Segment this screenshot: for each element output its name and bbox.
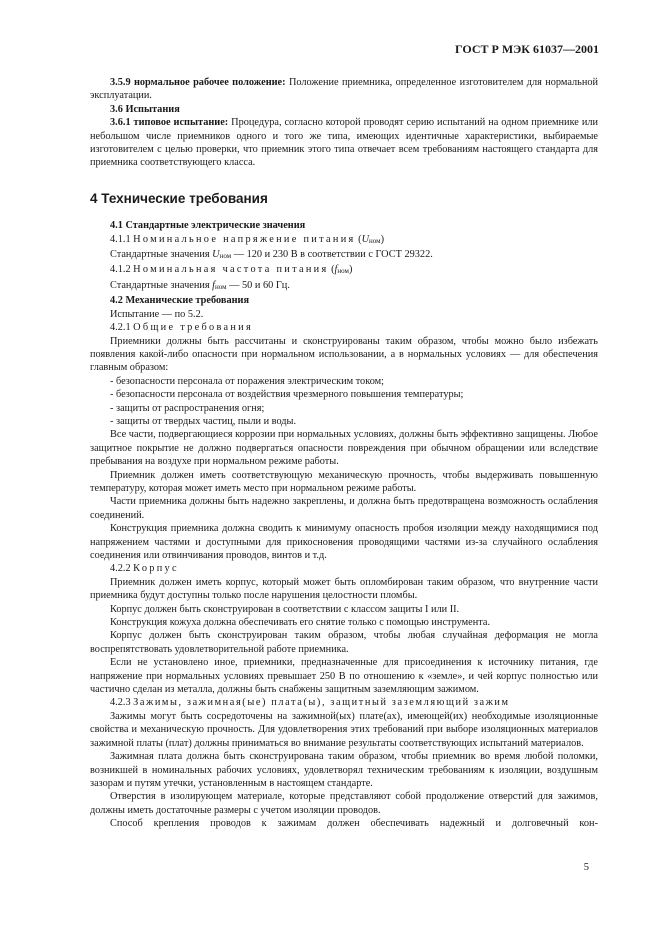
- clause-4-1-2: [90, 263, 598, 278]
- clause-title: Корпус: [133, 563, 179, 575]
- clause-title: Номинальное напряжение питания: [133, 233, 356, 245]
- page-header-code: ГОСТ Р МЭК 61037—2001: [455, 42, 599, 56]
- clause-4-2-2: [90, 562, 598, 575]
- clause-3-5-9: [90, 76, 598, 103]
- symbol: f: [334, 264, 338, 276]
- paragraph: Приемники должны быть рассчитаны и сконструированы таким образом, чтобы можно было избежать появления какой-либо опасности при нормальном использовании, а в нормальных условиях — для обеспечения главным образом:: [90, 335, 598, 374]
- values-4-1-1: [90, 248, 598, 263]
- clause-number: 4.2.2: [110, 563, 134, 575]
- text: — 120 и 230 В в соответствии с ГОСТ 29322.: [231, 249, 433, 261]
- clause-3-6-1: [90, 116, 598, 170]
- heading-4-2: 4.2 Механические требования: [110, 295, 250, 307]
- paren-open: (: [355, 233, 362, 245]
- clause-4-2-3: [90, 696, 598, 709]
- list-item: - защиты от твердых частиц, пыли и воды.: [110, 415, 297, 427]
- paragraph: Конструкция кожуха должна обеспечивать его снятие только с помощью инструмента.: [110, 617, 491, 629]
- clause-title: Номинальная частота питания: [133, 264, 329, 276]
- paragraph: Если не установлено иное, приемники, предназначенные для присоединения к источнику питания, где напряжение при нормальных условиях превышает 250 В по отношению к «земле», и чей корпус полностью или частично сделан из металла, должны быть снабжены защитным заземляющим зажимом.: [90, 657, 598, 696]
- text: Стандартные значения: [110, 279, 213, 291]
- paragraph: Все части, подвергающиеся коррозии при нормальных условиях, должны быть эффективно защищены. Любое защитное покрытие не должно подвергаться опасности повреждения при обычном обращении или вследствие пребывания на воздухе при нормальном режиме работы.: [90, 429, 598, 468]
- text: Стандартные значения: [110, 249, 213, 261]
- list-item: - защиты от распространения огня;: [110, 402, 265, 414]
- clause-4-2-1: [90, 321, 598, 334]
- clause-number: 4.2.1: [110, 322, 134, 334]
- clause-number: 4.1.1: [110, 233, 134, 245]
- symbol-subscript: ном: [215, 282, 227, 291]
- symbol: U: [212, 249, 220, 261]
- clause-number: 4.2.3: [110, 697, 134, 709]
- page-number: 5: [583, 862, 589, 873]
- paren-close: ): [348, 264, 353, 276]
- definition-3-6-1: Процедура, согласно которой проводят серию испытаний на одном приемнике или небольшом числе приемников одного и того же типа, имеющих идентичные характеристики, выбираемые изготовителем с целью проверки, что приемник этого типа отвечает всем требованиям настоящего стандарта для приемника соответствующего класса.: [90, 117, 598, 169]
- paragraph: Зажимы могут быть сосредоточены на зажимной(ых) плате(ах), имеющей(их) необходимые изоляционные свойства и механическую прочность. Для удовлетворения этих требований при выборе изоляционных материалов зажимной платы (плат) должны приниматься во внимание результаты соответствующих испытаний материалов.: [90, 710, 598, 749]
- paragraph: Корпус должен быть сконструирован таким образом, чтобы любая случайная деформация не могла воспрепятствовать удовлетворительной работе приемника.: [90, 630, 598, 655]
- term-3-5-9: 3.5.9 нормальное рабочее положение:: [110, 77, 286, 88]
- paragraph: Части приемника должны быть надежно закреплены, и должна быть предотвращена возможность ослабления соединений.: [90, 496, 598, 521]
- symbol: f: [212, 279, 216, 291]
- paragraph: Зажимная плата должна быть сконструирована таким образом, чтобы приемник во время любой поломки, возникшей в номинальных рабочих условиях, удовлетворял техническим требованиям к изоляции, воздушным зазорам и путям утечки, установленным в настоящем стандарте.: [90, 751, 598, 789]
- list-item: - безопасности персонала от поражения электрическим током;: [110, 375, 385, 387]
- test-reference-4-2: Испытание — по 5.2.: [110, 308, 204, 320]
- page-content: [90, 76, 598, 831]
- chapter-4-heading: 4 Технические требования: [90, 190, 268, 206]
- paragraph: Корпус должен быть сконструирован в соответствии с классом защиты I или II.: [110, 603, 460, 615]
- symbol-subscript: ном: [369, 236, 381, 245]
- paren-open: (: [328, 264, 335, 276]
- clause-title: Зажимы, зажимная(ые) плата(ы), защитный заземляющий зажим: [133, 697, 510, 709]
- paragraph: Приемник должен иметь корпус, который может быть опломбирован таким образом, что внутренние части приемника будут доступны только после нарушения целостности пломбы.: [90, 576, 598, 602]
- values-4-1-2: [90, 279, 598, 294]
- paragraph: Способ крепления проводов к зажимам должен обеспечивать надежный и долговечный кон-: [110, 818, 598, 830]
- clause-number: 4.1.2: [110, 264, 134, 276]
- definition-3-5-9: Положение приемника, определенное изготовителем для нормальной эксплуатации.: [90, 77, 598, 102]
- paragraph: Отверстия в изолирующем материале, которые представляют собой продолжение отверстий для зажимов, должны иметь достаточные размеры с учетом изоляции проводов.: [90, 791, 598, 816]
- symbol-subscript: ном: [337, 267, 349, 276]
- heading-4-1: 4.1 Стандартные электрические значения: [110, 220, 306, 232]
- text: — 50 и 60 Гц.: [226, 279, 290, 291]
- heading-3-6: 3.6 Испытания: [110, 103, 180, 115]
- clause-title: Общие требования: [133, 322, 254, 334]
- clause-4-1-1: [90, 233, 598, 248]
- symbol: U: [361, 233, 370, 245]
- symbol-subscript: ном: [219, 252, 232, 261]
- paragraph: Конструкция приемника должна сводить к минимуму опасность пробоя изоляции между находящимися под напряжением частями и доступными для прикосновения проводящими частями из-за случайного ослабления соединения или отвинчивания проводов, винтов и т.д.: [90, 523, 598, 561]
- term-3-6-1: 3.6.1 типовое испытание:: [110, 117, 229, 129]
- paren-close: ): [380, 233, 384, 245]
- list-item: - безопасности персонала от воздействия чрезмерного повышения температуры;: [110, 389, 464, 401]
- paragraph: Приемник должен иметь соответствующую механическую прочность, чтобы выдерживать повышенную температуру, которая может иметь место при нормальном режиме работы.: [90, 469, 598, 494]
